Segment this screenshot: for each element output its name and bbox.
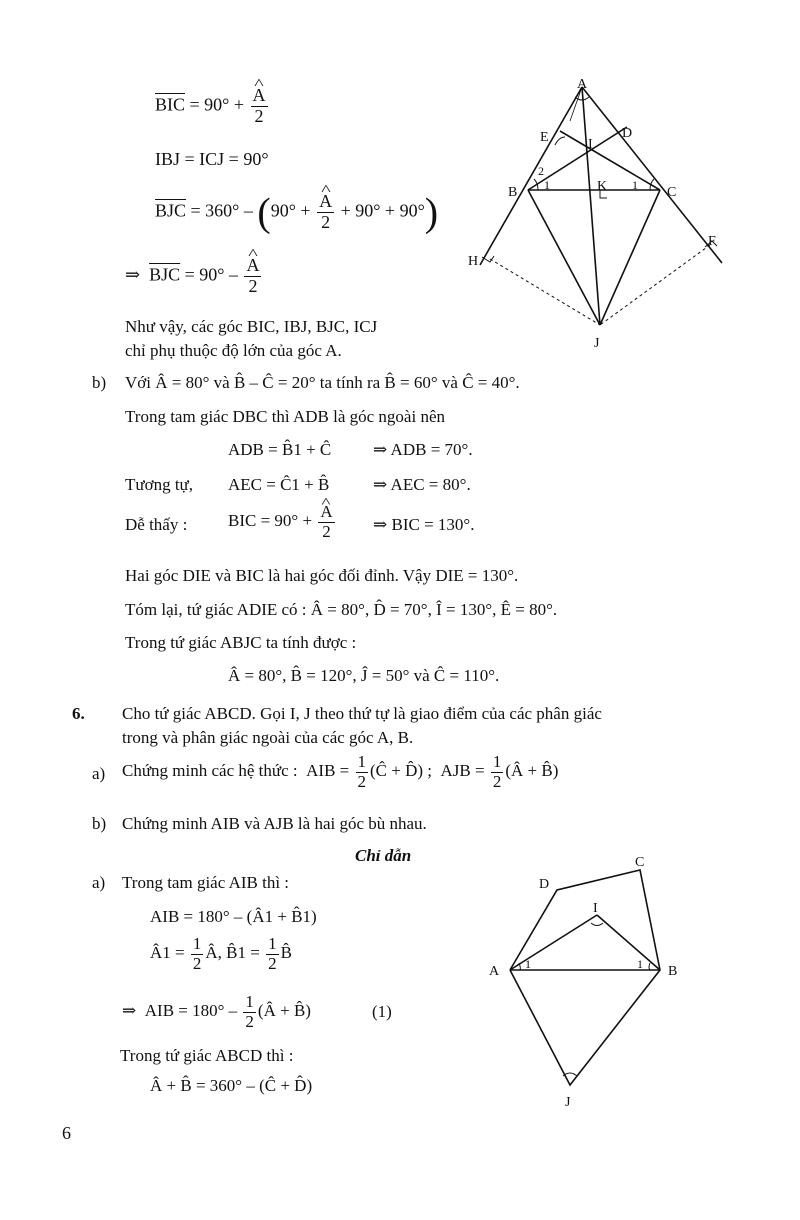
label-i: I	[593, 901, 598, 916]
text-aib-triangle: Trong tam giác AIB thì :	[122, 873, 290, 892]
label-j: J	[594, 336, 600, 351]
fraction-half	[356, 753, 369, 791]
fraction-den: 2	[192, 953, 202, 973]
fraction-den: 2	[245, 1011, 254, 1031]
label-e: E	[540, 130, 549, 145]
label-b2-part: b)	[92, 814, 107, 833]
fraction-den: 2	[254, 105, 264, 126]
formula-bic-2	[228, 503, 337, 541]
text-nhu-vay-2: chỉ phụ thuộc độ lớn của góc A.	[125, 341, 342, 360]
problem-6a	[122, 753, 558, 791]
formula-aib: AIB =	[306, 761, 354, 781]
fraction-den: 2	[322, 521, 331, 541]
label-angle-2: 2	[538, 164, 544, 178]
fraction-half	[491, 753, 504, 791]
fraction-num: 1	[268, 934, 277, 953]
text-dbc-line: Trong tam giác DBC thì ADB là góc ngoài nên	[125, 407, 445, 426]
equation-number-1: (1)	[372, 1002, 392, 1021]
angle-bjc: $\overline{BJC}$	[155, 200, 187, 221]
formula-aib-sum: AIB = 180° – (Â1 + B̂1)	[150, 907, 317, 926]
formula-text: + 90° + 90°	[336, 200, 425, 221]
label-f: F	[708, 234, 716, 249]
fraction	[251, 86, 268, 127]
implies-arrow: ⇒	[125, 264, 141, 285]
fraction-den: 2	[248, 275, 258, 296]
formula-text: 90° +	[270, 200, 316, 221]
label-b: B	[508, 185, 518, 200]
angle-bic: $\overline{BIC}$	[155, 94, 186, 115]
formula-adb-result: ⇒ ADB = 70°.	[373, 440, 473, 459]
fraction-num: ^ A	[251, 86, 268, 107]
segment-aj	[582, 87, 600, 325]
implies-arrow: ⇒	[122, 1001, 137, 1021]
text-die-line: Hai góc DIE và BIC là hai góc đối đỉnh. Vậy DIE = 130°.	[125, 566, 519, 585]
formula-bjc-result	[125, 256, 263, 297]
fraction-num: ^ A	[318, 503, 334, 523]
label-angle-b1: 1	[637, 957, 643, 971]
fraction-den: 2	[268, 953, 277, 973]
label-d: D	[622, 126, 633, 141]
fraction	[318, 503, 334, 541]
label-c: C	[635, 855, 645, 870]
label-b-part: b)	[92, 373, 107, 392]
label-k: K	[597, 179, 608, 194]
label-d: D	[539, 877, 550, 892]
formula-text: (Ĉ + D̂) ;	[370, 761, 433, 781]
fraction-num: ^ A	[244, 256, 261, 277]
formula-ibj	[155, 150, 269, 168]
label-angle-1: 1	[544, 178, 550, 192]
formula-text: = 360° –	[186, 200, 258, 221]
formula-bic	[155, 86, 270, 127]
fraction	[317, 192, 334, 233]
formula-text: = 90° –	[180, 264, 243, 285]
problem-6-number: 6.	[72, 704, 85, 723]
formula-text: B̂	[280, 943, 292, 963]
problem-6a-text: Chứng minh các hệ thức :	[122, 761, 298, 781]
fraction-half	[266, 935, 279, 973]
formula-aec-result: ⇒ AEC = 80°.	[373, 475, 471, 494]
text-b-line: Với Â = 80° và B̂ – Ĉ = 20° ta tính ra B̂ = 60° và Ĉ = 40°.	[125, 373, 520, 392]
label-i: I	[588, 137, 593, 152]
formula-text: IBJ = ICJ = 90°	[155, 149, 269, 169]
heading-chi-dan: Chỉ dẫn	[355, 846, 412, 865]
label-a2-part: a)	[92, 873, 106, 892]
line-a-h	[480, 87, 582, 265]
label-angle-1c: 1	[632, 178, 638, 192]
formula-implies-aib	[122, 993, 311, 1031]
fraction-den: 2	[321, 211, 331, 232]
dashed-fj	[600, 245, 710, 325]
line-a-f	[582, 87, 722, 263]
fraction-half	[191, 935, 204, 973]
formula-a1-b1	[150, 935, 292, 973]
fraction-den: 2	[492, 771, 502, 791]
label-a-part: a)	[92, 764, 106, 783]
fraction-num: 1	[192, 934, 202, 953]
fraction-num: 1	[357, 752, 367, 771]
segment-cj	[600, 190, 660, 325]
formula-text: Â1 =	[150, 943, 189, 963]
polygon-abcd-j	[510, 870, 660, 1085]
text-de-thay: Dễ thấy :	[125, 515, 188, 534]
fraction-num: 1	[492, 752, 502, 771]
label-b: B	[668, 964, 678, 979]
formula-text: AIB = 180° –	[144, 1001, 242, 1021]
fraction	[244, 256, 261, 297]
label-h: H	[468, 254, 479, 269]
label-angle-a1: 1	[525, 957, 531, 971]
formula-text: (Â + B̂)	[505, 761, 559, 781]
text-abjc-line: Trong tứ giác ABJC ta tính được :	[125, 633, 357, 652]
page-number: 6	[62, 1123, 71, 1143]
label-j: J	[565, 1095, 571, 1110]
dashed-hj	[490, 259, 600, 325]
formula-ajb: AJB =	[440, 761, 489, 781]
formula-text: (Â + B̂)	[257, 1001, 311, 1021]
segment-ai	[510, 915, 597, 970]
formula-bjc: $\overline{BJC} = 360^\circ - (90^\circ$ + ^ $\frac{A}{2}$ + 90° + 90°)	[155, 192, 438, 233]
formula-text: Â, B̂1 =	[205, 943, 265, 963]
formula-sum-ab: Â + B̂ = 360° – (Ĉ + D̂)	[150, 1076, 313, 1095]
fraction-half	[243, 993, 256, 1031]
text-nhu-vay-1: Như vậy, các góc BIC, IBJ, BJC, ICJ	[125, 317, 378, 336]
label-a: A	[489, 964, 500, 979]
label-a: A	[577, 77, 588, 92]
formula-text: BIC = 90° +	[228, 511, 317, 531]
problem-6-line1: Cho tứ giác ABCD. Gọi I, J theo thứ tự là giao điểm của các phân giác	[122, 704, 602, 723]
text-abcd-line: Trong tứ giác ABCD thì :	[120, 1046, 294, 1065]
figure-triangle-bisectors	[460, 75, 760, 355]
problem-6b: Chứng minh AIB và AJB là hai góc bù nhau.	[122, 814, 427, 833]
figure-quadrilateral-abcd	[485, 850, 715, 1110]
text-tom-lai: Tóm lại, tứ giác ADIE có : Â = 80°, D̂ = 70°, Î = 130°, Ê = 80°.	[125, 600, 558, 619]
fraction-num: 1	[245, 992, 254, 1011]
label-c: C	[667, 185, 677, 200]
formula-aec: AEC = Ĉ1 + B̂	[228, 475, 330, 494]
formula-text: = 90° +	[185, 94, 249, 115]
formula-adb: ADB = B̂1 + Ĉ	[228, 440, 332, 459]
angle-bjc: $\overline{BJC}$	[149, 264, 181, 285]
segment-bj	[528, 190, 600, 325]
text-abjc-values: Â = 80°, B̂ = 120°, Ĵ = 50° và Ĉ = 110°.	[228, 666, 500, 685]
problem-6-line2: trong và phân giác ngoài của các góc A, B.	[122, 728, 414, 747]
text-tuong-tu: Tương tự,	[125, 475, 194, 494]
fraction-num: ^ A	[317, 192, 334, 213]
formula-bic-result: ⇒ BIC = 130°.	[373, 515, 475, 534]
fraction-den: 2	[357, 771, 367, 791]
